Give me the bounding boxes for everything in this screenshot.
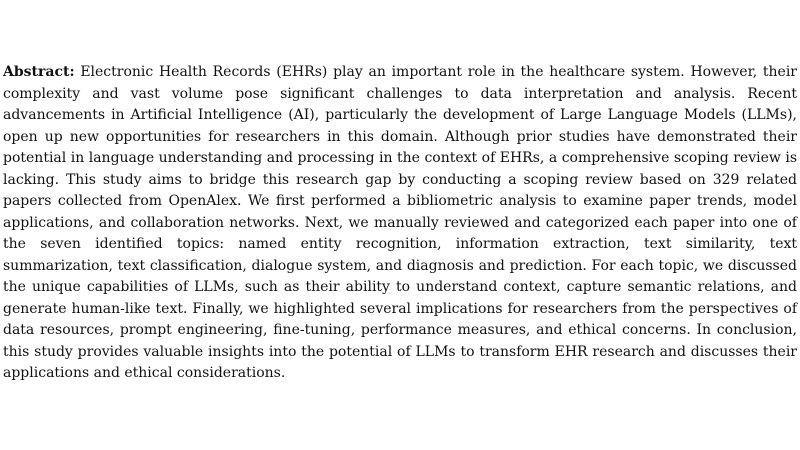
abstract-paragraph [3,62,797,385]
abstract-label: Abstract: [3,64,75,80]
abstract-text: Electronic Health Records (EHRs) play an important role in the healthcare system. However, their complexity and vast volume pose significant challenges to data interpretation and analysis. Recent advancements in Artificial Intelligence (AI), particularly the development of Large Language Models (LLMs), open up new opportunities for researchers in this domain. Although prior studies have demonstrated their potential in language understanding and processing in the context of EHRs, a comprehensive scoping review is lacking. This study aims to bridge this research gap by conducting a scoping review based on 329 related papers collected from OpenAlex. We first performed a bibliometric analysis to examine paper trends, model applications, and collaboration networks. Next, we manually reviewed and categorized each paper into one of the seven identified topics: named entity recognition, information extraction, text similarity, text summarization, text classification, dialogue system, and diagnosis and prediction. For each topic, we discussed the unique capabilities of LLMs, such as their ability to understand context, capture semantic relations, and generate human-like text. Finally, we highlighted several implications for researchers from the perspectives of data resources, prompt engineering, fine-tuning, performance measures, and ethical concerns. In conclusion, this study provides valuable insights into the potential of LLMs to transform EHR research and discusses their applications and ethical considerations. [3,64,797,381]
